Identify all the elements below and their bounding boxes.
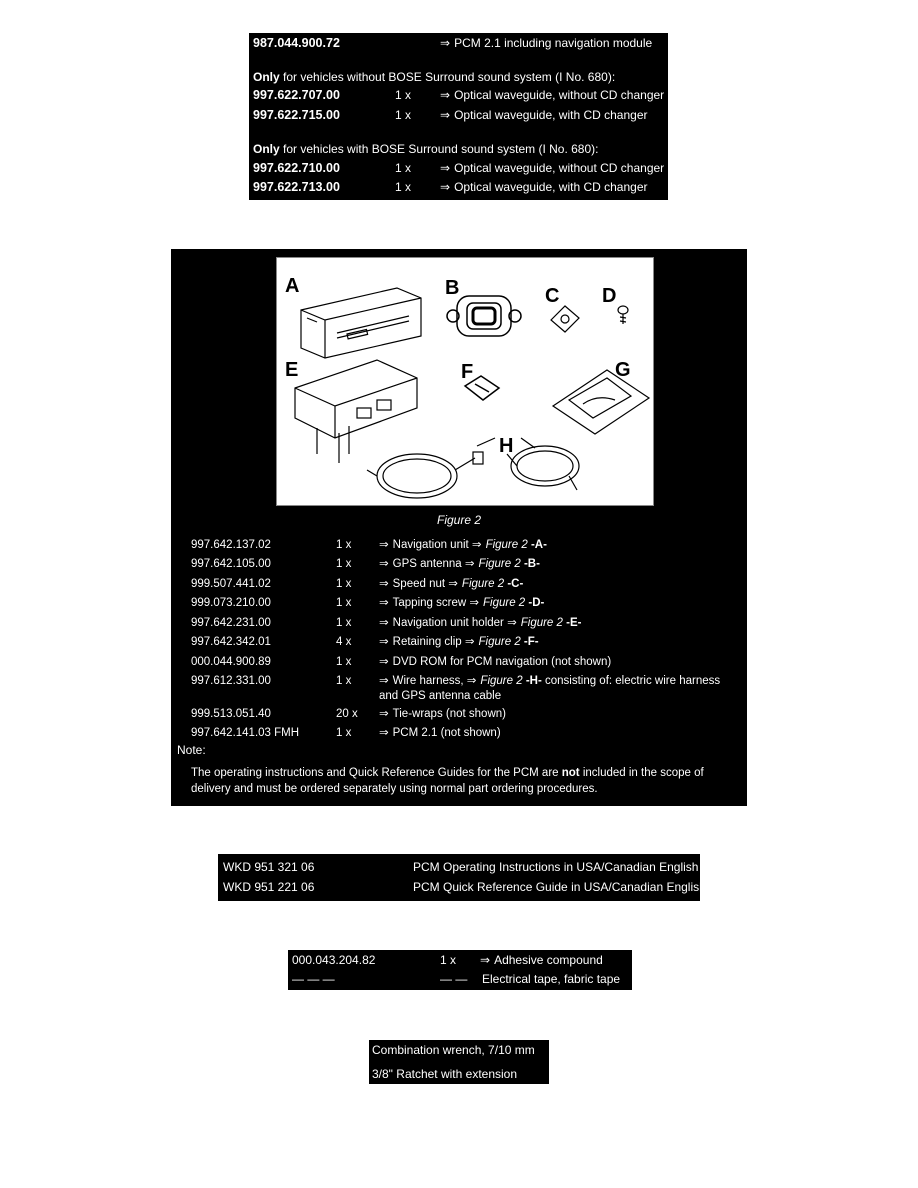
part-number: 997.622.715.00: [253, 108, 340, 122]
description-tail: consisting of: electric wire harness: [541, 675, 721, 687]
arrow-icon: ⇒: [440, 88, 451, 102]
part-number: 999.513.051.40: [191, 708, 271, 720]
arrow-icon: ⇒: [464, 558, 475, 570]
figure-illustration: [276, 257, 654, 506]
part-quantity: — —: [440, 972, 468, 986]
heading-emphasis: Only: [253, 70, 280, 84]
arrow-icon: ⇒: [469, 597, 479, 609]
part-quantity: 1 x: [336, 597, 352, 609]
part-quantity: 1 x: [395, 108, 412, 122]
description-text: Navigation unit holder: [392, 617, 504, 629]
figure-label-g: G: [615, 359, 631, 381]
part-number: 999.507.441.02: [191, 578, 271, 590]
gps-antenna-drawing: [447, 296, 521, 336]
materials-panel: [288, 950, 632, 990]
dvd-rom-package-drawing: [553, 370, 649, 434]
description-text: GPS antenna: [392, 558, 462, 570]
description-text: Optical waveguide, with CD changer: [454, 180, 648, 194]
note-text-part: The operating instructions and Quick Reference Guides for the PCM are: [191, 767, 562, 779]
figure-letter: -D-: [528, 597, 545, 609]
part-number: 997.642.231.00: [191, 617, 271, 629]
tapping-screw-drawing: [618, 306, 628, 324]
figure-reference: Figure 2: [478, 636, 521, 648]
figure-reference: Figure 2: [520, 617, 563, 629]
arrow-icon: ⇒: [379, 539, 389, 551]
part-row-continued: and GPS antenna cable: [379, 690, 502, 702]
part-quantity: 1 x: [395, 161, 412, 175]
note-text-part: included in the scope of delivery and must be ordered separately using normal part ordering procedures.: [191, 767, 704, 795]
arrow-icon: ⇒: [471, 539, 482, 551]
part-number: 997.612.331.00: [191, 675, 271, 687]
part-quantity: 1 x: [336, 558, 352, 570]
part-description: [440, 36, 652, 50]
part-description: [379, 674, 720, 688]
literature-panel: [218, 854, 706, 901]
part-description: [440, 161, 664, 175]
figure-reference: Figure 2: [483, 597, 526, 609]
heading-text: for vehicles with BOSE Surround sound system (I No. 680):: [279, 142, 599, 156]
part-description: PCM Quick Reference Guide in USA/Canadian English: [413, 880, 706, 894]
arrow-icon: ⇒: [379, 675, 389, 687]
arrow-icon: ⇒: [379, 558, 389, 570]
part-number: 000.043.204.82: [292, 953, 376, 967]
figure-reference: Figure 2: [461, 578, 505, 590]
part-number: 997.642.342.01: [191, 636, 271, 648]
arrow-icon: ⇒: [379, 708, 389, 720]
part-quantity: 1 x: [336, 617, 352, 629]
part-description: [440, 108, 648, 122]
arrow-icon: ⇒: [440, 36, 451, 50]
description-text: PCM 2.1 (not shown): [392, 727, 501, 739]
description-text: Adhesive compound: [494, 953, 603, 967]
description-text: Speed nut: [392, 578, 446, 590]
arrow-icon: ⇒: [448, 578, 458, 590]
part-description: Electrical tape, fabric tape: [482, 972, 621, 986]
part-description: [440, 88, 664, 102]
parts-panel-pcm: [249, 33, 668, 200]
figure-letter: -H-: [525, 675, 542, 687]
part-number: 987.044.900.72: [253, 36, 340, 50]
parts-diagram: [277, 258, 653, 505]
part-description: [480, 953, 603, 967]
group-heading: [253, 142, 598, 156]
part-quantity: 4 x: [336, 636, 352, 648]
figure-label-e: E: [285, 359, 299, 381]
part-quantity: 1 x: [336, 656, 352, 668]
parts-panel-navigation-kit: [171, 249, 747, 806]
figure-label-h: H: [499, 435, 514, 457]
part-description: [379, 616, 581, 630]
description-text: Optical waveguide, without CD changer: [454, 161, 665, 175]
heading-text: for vehicles without BOSE Surround sound system (I No. 680):: [279, 70, 616, 84]
navigation-unit-holder-drawing: [295, 360, 417, 463]
figure-letter: -E-: [566, 617, 582, 629]
part-number: 997.622.710.00: [253, 161, 340, 175]
part-number: WKD 951 221 06: [223, 880, 315, 894]
part-description: [379, 596, 544, 610]
arrow-icon: ⇒: [480, 953, 491, 967]
arrow-icon: ⇒: [379, 597, 389, 609]
arrow-icon: ⇒: [440, 108, 451, 122]
figure-reference: Figure 2: [485, 539, 528, 551]
figure-label-f: F: [461, 361, 474, 383]
figure-label-a: A: [285, 275, 300, 297]
figure-label-b: B: [445, 277, 460, 299]
figure-reference: Figure 2: [480, 675, 523, 687]
part-number: 000.044.900.89: [191, 656, 271, 668]
description-text: Optical waveguide, with CD changer: [454, 108, 648, 122]
wire-harness-drawing: [367, 438, 579, 498]
part-quantity: 1 x: [395, 180, 412, 194]
part-description: [379, 577, 523, 591]
description-text: Navigation unit: [392, 539, 469, 551]
description-text: Tapping screw: [392, 597, 467, 609]
part-number: 997.642.137.02: [191, 539, 271, 551]
arrow-icon: ⇒: [379, 636, 389, 648]
part-quantity: 1 x: [336, 578, 352, 590]
part-number: — — —: [292, 972, 335, 986]
speed-nut-drawing: [551, 306, 579, 332]
figure-caption: Figure 2: [436, 513, 482, 527]
arrow-icon: ⇒: [379, 578, 389, 590]
arrow-icon: ⇒: [507, 617, 517, 629]
description-text: Retaining clip: [392, 636, 462, 648]
tools-panel: [369, 1040, 549, 1084]
note-label: Note:: [177, 743, 206, 757]
description-text: Tie-wraps (not shown): [392, 708, 506, 720]
part-description: [379, 557, 540, 571]
figure-letter: -F-: [523, 636, 539, 648]
part-description: [379, 707, 506, 721]
note-emphasis: not: [561, 767, 580, 779]
part-number: 997.642.141.03 FMH: [191, 727, 300, 739]
part-quantity: 1 x: [395, 88, 412, 102]
part-quantity: 1 x: [440, 953, 457, 967]
part-description: PCM Operating Instructions in USA/Canadian English: [413, 860, 699, 874]
part-number: 999.073.210.00: [191, 597, 271, 609]
arrow-icon: ⇒: [440, 180, 451, 194]
arrow-icon: ⇒: [379, 727, 389, 739]
figure-letter: -C-: [507, 578, 524, 590]
figure-label-c: C: [545, 285, 560, 307]
heading-emphasis: Only: [253, 142, 280, 156]
figure-reference: Figure 2: [478, 558, 521, 570]
arrow-icon: ⇒: [379, 656, 389, 668]
arrow-icon: ⇒: [464, 636, 475, 648]
part-number: 997.622.707.00: [253, 88, 340, 102]
note-text: [191, 765, 731, 797]
figure-label-d: D: [602, 285, 617, 307]
tool-row: 3/8" Ratchet with extension: [372, 1067, 518, 1081]
figure-letter: -A-: [530, 539, 547, 551]
tool-row: Combination wrench, 7/10 mm: [372, 1043, 535, 1057]
arrow-icon: ⇒: [440, 161, 451, 175]
part-description: [440, 180, 648, 194]
arrow-icon: ⇒: [466, 675, 477, 687]
part-quantity: 1 x: [336, 727, 352, 739]
part-quantity: 20 x: [336, 708, 358, 720]
part-quantity: 1 x: [336, 539, 352, 551]
part-description: [379, 635, 539, 649]
part-description: [379, 726, 501, 740]
navigation-unit-drawing: [301, 288, 421, 358]
arrow-icon: ⇒: [379, 617, 389, 629]
figure-letter: -B-: [523, 558, 540, 570]
part-number: 997.622.713.00: [253, 180, 340, 194]
part-description: [379, 538, 547, 552]
part-number: 997.642.105.00: [191, 558, 271, 570]
description-text: Wire harness,: [392, 675, 464, 687]
part-description: [379, 655, 611, 669]
description-text: Optical waveguide, without CD changer: [454, 88, 665, 102]
group-heading: [253, 70, 615, 84]
part-number: WKD 951 321 06: [223, 860, 315, 874]
description-text: PCM 2.1 including navigation module: [454, 36, 653, 50]
description-text: DVD ROM for PCM navigation (not shown): [392, 656, 612, 668]
part-quantity: 1 x: [336, 675, 352, 687]
